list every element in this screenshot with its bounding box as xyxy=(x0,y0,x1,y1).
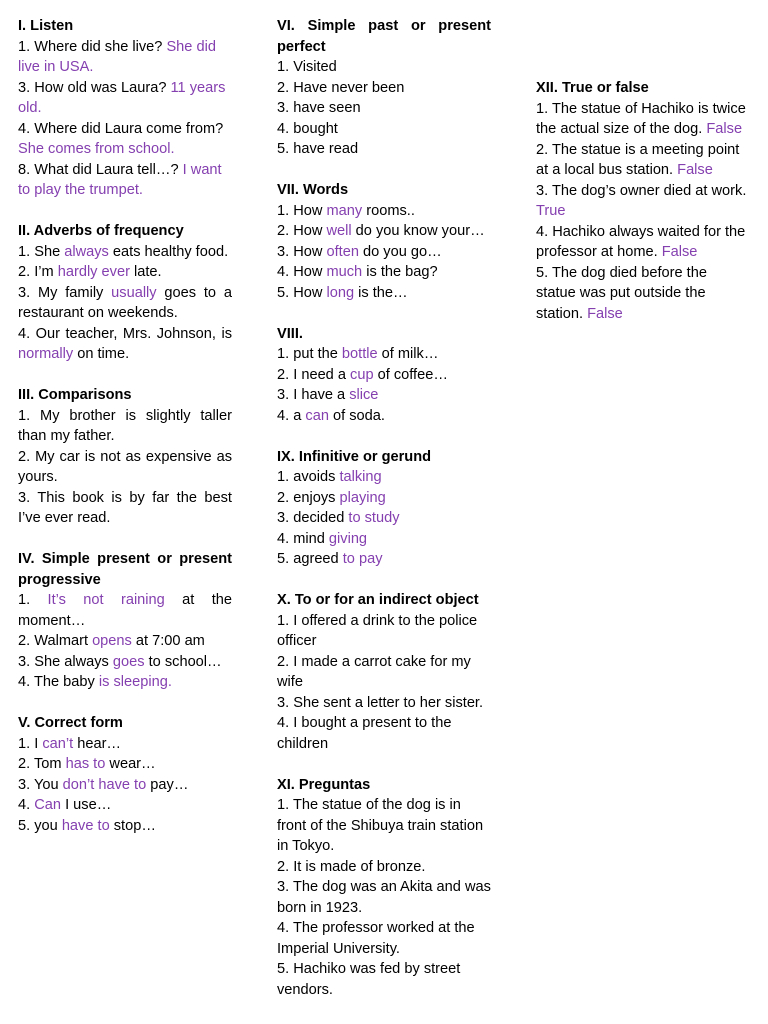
answer-text: don’t have to xyxy=(62,776,147,793)
item-text: hear… xyxy=(73,735,122,752)
answer-text: goes xyxy=(112,653,145,670)
section-heading: XII. True or false xyxy=(536,80,649,96)
answer-text: always xyxy=(64,243,109,260)
exercise-section xyxy=(277,775,491,1001)
exercise-item xyxy=(18,672,232,693)
answer-text: often xyxy=(326,243,359,260)
exercise-item xyxy=(536,140,750,181)
item-text: 1. She xyxy=(18,243,65,260)
item-text: 3. You xyxy=(18,776,63,793)
item-text: 1. The statue of Hachiko is twice the actual size of the dog. xyxy=(536,100,746,137)
item-text: wear… xyxy=(105,756,156,772)
item-text: 3. have seen xyxy=(277,100,361,116)
item-text: is the bag? xyxy=(362,264,438,280)
item-text: 5. How xyxy=(277,284,327,301)
column-middle xyxy=(277,16,491,1021)
exercise-section xyxy=(536,78,750,324)
answer-text: is sleeping. xyxy=(98,674,172,690)
answer-text: normally xyxy=(18,346,74,362)
exercise-section xyxy=(18,549,232,693)
answer-text: It’s not raining xyxy=(47,592,165,608)
exercise-item xyxy=(277,119,491,140)
item-text: 2. I’m xyxy=(18,264,58,280)
answer-text: well xyxy=(326,223,352,239)
item-text: 5. agreed xyxy=(277,551,343,567)
item-text: goes to a restaurant on weekends. xyxy=(18,284,232,321)
item-text: 2. Tom xyxy=(18,756,66,772)
answer-text: talking xyxy=(339,469,382,485)
exercise-item xyxy=(18,734,232,755)
exercise-section xyxy=(18,713,232,836)
item-text: 2. Walmart xyxy=(18,633,93,649)
exercise-item xyxy=(18,324,232,365)
item-text: 1. I xyxy=(18,735,43,752)
item-text: at 7:00 am xyxy=(131,633,205,649)
item-text: stop… xyxy=(109,817,156,834)
exercise-item xyxy=(18,590,232,631)
item-text: 3. My family xyxy=(18,284,112,301)
answer-text: False xyxy=(661,244,698,260)
item-text: 5. The dog died before the statue was put outside the station. xyxy=(536,264,707,322)
item-text: 3. The dog was an Akita and was born in 1923. xyxy=(277,879,491,916)
item-text: late. xyxy=(129,264,162,280)
exercise-item xyxy=(277,611,491,652)
answer-text: She comes from school. xyxy=(18,141,175,157)
item-text: 5. have read xyxy=(277,141,359,157)
item-text: 1. put the xyxy=(277,346,342,362)
item-text: 3. The dog’s owner died at work. xyxy=(536,182,747,199)
item-text: is the… xyxy=(354,284,408,301)
item-text: 2. The statue is a meeting point at a local bus station. xyxy=(536,141,740,178)
exercise-item xyxy=(18,119,232,160)
exercise-item xyxy=(277,713,491,754)
item-text: 1. My brother is slightly taller than my father. xyxy=(18,407,232,444)
answer-text: to pay xyxy=(342,551,383,567)
exercise-item xyxy=(277,57,491,78)
section-heading: IV. Simple present or present progressive xyxy=(18,551,232,588)
item-text: 1. xyxy=(18,592,48,608)
exercise-item xyxy=(18,262,232,283)
exercise-section xyxy=(277,447,491,570)
exercise-item xyxy=(536,263,750,325)
answer-text: playing xyxy=(339,489,386,506)
item-text: 3. How old was Laura? xyxy=(18,79,171,96)
exercise-item xyxy=(536,222,750,263)
exercise-section xyxy=(277,16,491,160)
exercise-item xyxy=(277,262,491,283)
item-text: to school… xyxy=(144,653,222,670)
item-text: 4. xyxy=(18,797,35,813)
section-heading: VI. Simple past or present perfect xyxy=(277,18,491,55)
item-text: 4. a xyxy=(277,407,306,424)
exercise-section xyxy=(277,590,491,754)
answer-text: True xyxy=(536,203,566,219)
item-text: 4. How xyxy=(277,264,327,280)
exercise-item xyxy=(277,857,491,878)
answer-text: opens xyxy=(92,633,132,649)
exercise-section xyxy=(18,385,232,529)
section-heading: III. Comparisons xyxy=(18,387,132,403)
exercise-item xyxy=(18,37,232,78)
item-text: do you know your… xyxy=(351,223,485,239)
exercise-item xyxy=(277,918,491,959)
exercise-item xyxy=(277,201,491,222)
answer-text: cup xyxy=(350,366,374,383)
exercise-item xyxy=(277,221,491,242)
item-text: 2. It is made of bronze. xyxy=(277,858,426,875)
exercise-item xyxy=(18,160,232,201)
exercise-item xyxy=(277,385,491,406)
exercise-item xyxy=(277,795,491,857)
answer-text: hardly ever xyxy=(57,264,130,280)
section-heading: II. Adverbs of frequency xyxy=(18,223,184,239)
item-text: 1. Where did she live? xyxy=(18,38,167,55)
answer-text: False xyxy=(706,121,743,137)
exercise-item xyxy=(18,283,232,324)
answer-text: giving xyxy=(328,530,368,547)
item-text: 1. Visited xyxy=(277,59,337,75)
item-text: 5. Hachiko was fed by street vendors. xyxy=(277,961,461,998)
exercise-section xyxy=(18,16,232,201)
answer-text: usually xyxy=(111,284,157,301)
item-text: pay… xyxy=(146,776,189,793)
column-left xyxy=(18,16,232,857)
item-text: 8. What did Laura tell…? xyxy=(18,161,183,178)
item-text: 4. I bought a present to the children xyxy=(277,715,452,752)
item-text: 4. The professor worked at the Imperial University. xyxy=(277,920,475,957)
answer-text: 11 years old. xyxy=(18,79,226,116)
item-text: of coffee… xyxy=(373,366,448,383)
item-text: 5. you xyxy=(18,817,62,834)
item-text: 1. avoids xyxy=(277,469,340,485)
answer-text: have to xyxy=(61,817,110,834)
answer-text: has to xyxy=(65,756,106,772)
item-text: 2. My car is not as expensive as yours. xyxy=(18,448,232,485)
item-text: 4. The baby xyxy=(18,674,99,690)
answer-text: False xyxy=(587,305,623,322)
exercise-section xyxy=(18,221,232,365)
exercise-item xyxy=(277,652,491,693)
exercise-item xyxy=(536,99,750,140)
section-heading: VII. Words xyxy=(277,182,349,198)
section-heading: IX. Infinitive or gerund xyxy=(277,448,432,465)
exercise-item xyxy=(277,242,491,263)
exercise-item xyxy=(277,78,491,99)
section-heading: VIII. xyxy=(277,325,303,342)
column-right xyxy=(536,78,750,345)
exercise-item xyxy=(277,549,491,570)
answer-text: long xyxy=(326,284,355,301)
exercise-section xyxy=(277,324,491,427)
item-text: 2. How xyxy=(277,223,327,239)
item-text: on time. xyxy=(73,346,130,362)
item-text: 2. enjoys xyxy=(277,489,340,506)
item-text: 1. I offered a drink to the police officer xyxy=(277,612,478,649)
section-heading: X. To or for an indirect object xyxy=(277,592,479,608)
item-text: of milk… xyxy=(377,346,439,362)
exercise-item xyxy=(277,98,491,119)
answer-text: I want to play the trumpet. xyxy=(18,161,222,198)
exercise-item xyxy=(277,344,491,365)
exercise-item xyxy=(18,488,232,529)
item-text: 2. I need a xyxy=(277,366,351,383)
answer-text: slice xyxy=(349,387,379,403)
exercise-item xyxy=(277,283,491,304)
exercise-item xyxy=(18,652,232,673)
answer-text: She did live in USA. xyxy=(18,38,216,75)
item-text: 3. This book is by far the best I’ve ever read. xyxy=(18,489,232,526)
item-text: eats healthy food. xyxy=(108,243,229,260)
section-heading: V. Correct form xyxy=(18,715,123,731)
exercise-item xyxy=(18,631,232,652)
item-text: 1. How xyxy=(277,202,327,219)
exercise-item xyxy=(277,139,491,160)
item-text: 2. Have never been xyxy=(277,79,405,96)
exercise-item xyxy=(277,959,491,1000)
exercise-item xyxy=(18,816,232,837)
item-text: do you go… xyxy=(358,243,442,260)
exercise-item xyxy=(277,467,491,488)
item-text: 4. Where did Laura come from? xyxy=(18,120,224,137)
exercise-section xyxy=(277,180,491,303)
item-text: 4. Hachiko always waited for the professor at home. xyxy=(536,223,746,260)
answer-text: to study xyxy=(348,510,400,526)
answer-text: bottle xyxy=(341,346,378,362)
item-text: 3. I have a xyxy=(277,387,350,403)
exercise-item xyxy=(18,775,232,796)
exercise-item xyxy=(536,181,750,222)
answer-text: can’t xyxy=(42,735,74,752)
item-text: 2. I made a carrot cake for my wife xyxy=(277,653,471,690)
item-text: at the moment… xyxy=(18,592,232,629)
answer-text: Can xyxy=(34,797,62,813)
exercise-item xyxy=(18,447,232,488)
exercise-item xyxy=(18,242,232,263)
item-text: 4. Our teacher, Mrs. Johnson, is xyxy=(18,325,232,342)
exercise-item xyxy=(277,693,491,714)
item-text: I use… xyxy=(61,797,112,813)
item-text: 3. decided xyxy=(277,510,349,526)
answer-text: False xyxy=(677,162,713,178)
exercise-item xyxy=(18,78,232,119)
answer-text: much xyxy=(326,264,363,280)
section-heading: XI. Preguntas xyxy=(277,776,371,793)
exercise-item xyxy=(277,488,491,509)
item-text: 1. The statue of the dog is in front of the Shibuya train station in Tokyo. xyxy=(277,797,484,854)
item-text: 4. mind xyxy=(277,530,329,547)
exercise-item xyxy=(277,877,491,918)
exercise-item xyxy=(277,406,491,427)
item-text: 3. She always xyxy=(18,653,113,670)
exercise-item xyxy=(18,406,232,447)
exercise-item xyxy=(18,795,232,816)
item-text: rooms.. xyxy=(362,202,415,219)
answer-text: many xyxy=(326,202,363,219)
answer-text: can xyxy=(305,407,329,424)
item-text: 3. She sent a letter to her sister. xyxy=(277,694,484,711)
item-text: 3. How xyxy=(277,243,327,260)
exercise-item xyxy=(18,754,232,775)
item-text: 4. bought xyxy=(277,120,338,137)
section-heading: I. Listen xyxy=(18,18,74,34)
exercise-item xyxy=(277,365,491,386)
exercise-item xyxy=(277,508,491,529)
item-text: of soda. xyxy=(328,407,385,424)
exercise-item xyxy=(277,529,491,550)
